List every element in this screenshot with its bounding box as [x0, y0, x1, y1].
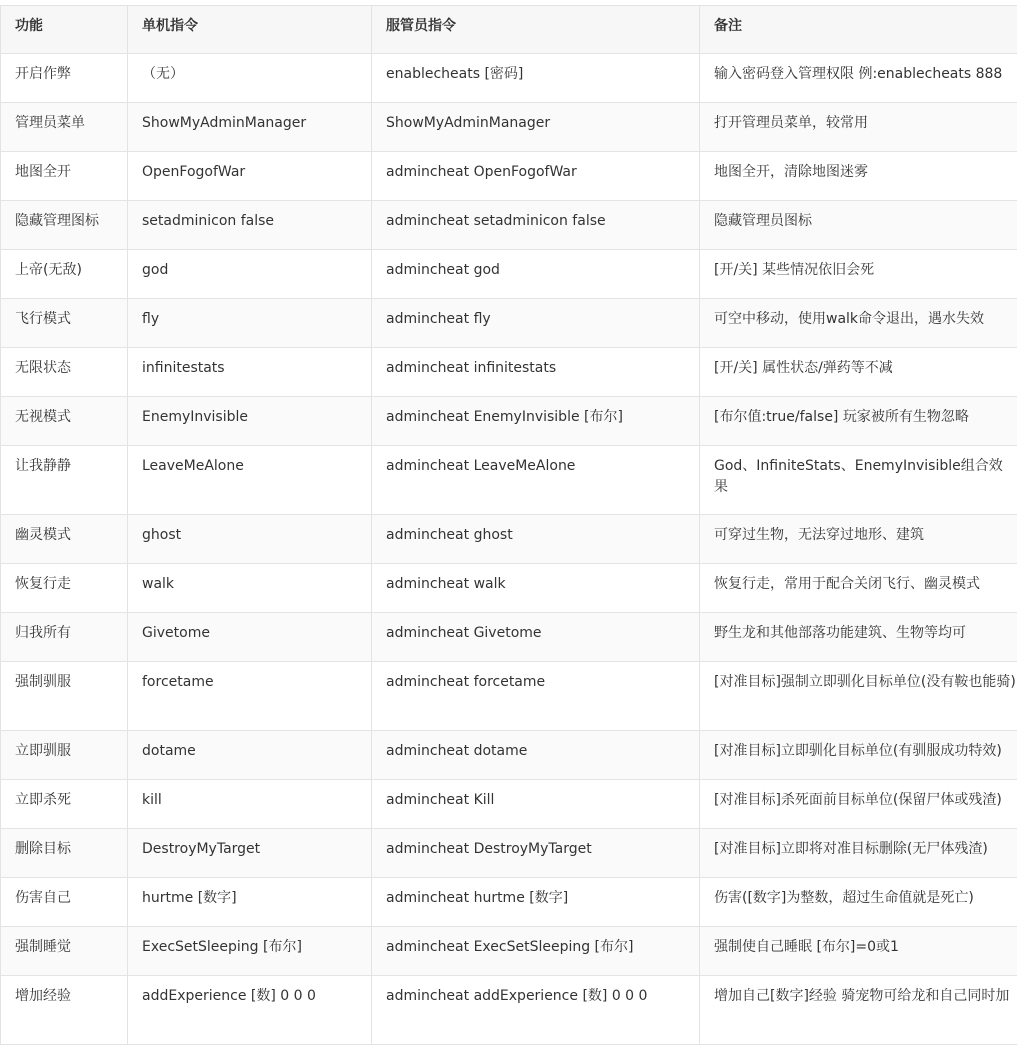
- cell-notes: 打开管理员菜单，较常用: [700, 103, 1017, 152]
- cell-function: 伤害自己: [1, 878, 128, 927]
- cell-notes: 恢复行走，常用于配合关闭飞行、幽灵模式: [700, 564, 1017, 613]
- cell-single-command: ExecSetSleeping [布尔]: [128, 927, 372, 976]
- cell-admin-command: admincheat god: [372, 250, 700, 299]
- cell-function: 飞行模式: [1, 299, 128, 348]
- table-row: [1, 54, 1017, 103]
- cell-single-command: god: [128, 250, 372, 299]
- cell-notes: 伤害([数字]为整数，超过生命值就是死亡): [700, 878, 1017, 927]
- table-row: [1, 152, 1017, 201]
- cell-notes: 可穿过生物，无法穿过地形、建筑: [700, 515, 1017, 564]
- cell-function: 增加经验: [1, 976, 128, 1045]
- cell-admin-command: admincheat walk: [372, 564, 700, 613]
- cell-admin-command: admincheat Kill: [372, 780, 700, 829]
- cell-admin-command: admincheat hurtme [数字]: [372, 878, 700, 927]
- table-row: [1, 564, 1017, 613]
- table-row: [1, 515, 1017, 564]
- cell-single-command: （无）: [128, 54, 372, 103]
- cell-notes: [开/关] 某些情况依旧会死: [700, 250, 1017, 299]
- cell-notes: [布尔值:true/false] 玩家被所有生物忽略: [700, 397, 1017, 446]
- cell-admin-command: admincheat DestroyMyTarget: [372, 829, 700, 878]
- table-row: [1, 878, 1017, 927]
- cell-single-command: OpenFogofWar: [128, 152, 372, 201]
- cell-function: 管理员菜单: [1, 103, 128, 152]
- cell-single-command: dotame: [128, 731, 372, 780]
- cell-single-command: ShowMyAdminManager: [128, 103, 372, 152]
- cell-notes: 隐藏管理员图标: [700, 201, 1017, 250]
- cell-function: 上帝(无敌): [1, 250, 128, 299]
- cell-notes: 强制使自己睡眠 [布尔]=0或1: [700, 927, 1017, 976]
- cell-function: 立即驯服: [1, 731, 128, 780]
- cell-function: 恢复行走: [1, 564, 128, 613]
- cell-single-command: setadminicon false: [128, 201, 372, 250]
- table-row: [1, 613, 1017, 662]
- cell-single-command: infinitestats: [128, 348, 372, 397]
- cell-single-command: kill: [128, 780, 372, 829]
- table-row: [1, 780, 1017, 829]
- cell-admin-command: admincheat forcetame: [372, 662, 700, 731]
- cell-notes: [开/关] 属性状态/弹药等不减: [700, 348, 1017, 397]
- cell-single-command: Givetome: [128, 613, 372, 662]
- cell-admin-command: admincheat fly: [372, 299, 700, 348]
- header-single-player-command: 单机指令: [128, 6, 372, 54]
- cell-admin-command: ShowMyAdminManager: [372, 103, 700, 152]
- cell-admin-command: admincheat LeaveMeAlone: [372, 446, 700, 515]
- cell-function: 隐藏管理图标: [1, 201, 128, 250]
- cell-single-command: EnemyInvisible: [128, 397, 372, 446]
- cell-admin-command: admincheat ExecSetSleeping [布尔]: [372, 927, 700, 976]
- table-row: [1, 731, 1017, 780]
- cell-function: 开启作弊: [1, 54, 128, 103]
- table-row: [1, 397, 1017, 446]
- table-row: [1, 250, 1017, 299]
- cell-function: 强制睡觉: [1, 927, 128, 976]
- commands-table: [0, 5, 1017, 1045]
- cell-function: 立即杀死: [1, 780, 128, 829]
- header-notes: 备注: [700, 6, 1017, 54]
- header-server-admin-command: 服管员指令: [372, 6, 700, 54]
- cell-admin-command: admincheat setadminicon false: [372, 201, 700, 250]
- cell-notes: [对准目标]杀死面前目标单位(保留尸体或残渣): [700, 780, 1017, 829]
- cell-function: 无限状态: [1, 348, 128, 397]
- table-row: [1, 829, 1017, 878]
- cell-single-command: walk: [128, 564, 372, 613]
- table-row: [1, 976, 1017, 1045]
- cell-admin-command: admincheat ghost: [372, 515, 700, 564]
- cell-single-command: hurtme [数字]: [128, 878, 372, 927]
- cell-function: 让我静静: [1, 446, 128, 515]
- cell-notes: 地图全开，清除地图迷雾: [700, 152, 1017, 201]
- cell-single-command: addExperience [数] 0 0 0: [128, 976, 372, 1045]
- cell-single-command: forcetame: [128, 662, 372, 731]
- cell-notes: 野生龙和其他部落功能建筑、生物等均可: [700, 613, 1017, 662]
- cell-single-command: DestroyMyTarget: [128, 829, 372, 878]
- table-header-row: [1, 6, 1017, 54]
- cell-single-command: fly: [128, 299, 372, 348]
- cell-function: 幽灵模式: [1, 515, 128, 564]
- commands-table-container: [0, 5, 1017, 1045]
- header-function: 功能: [1, 6, 128, 54]
- table-row: [1, 201, 1017, 250]
- cell-admin-command: admincheat addExperience [数] 0 0 0: [372, 976, 700, 1045]
- cell-admin-command: admincheat EnemyInvisible [布尔]: [372, 397, 700, 446]
- table-row: [1, 927, 1017, 976]
- cell-notes: 增加自己[数字]经验 骑宠物可给龙和自己同时加: [700, 976, 1017, 1045]
- cell-notes: 输入密码登入管理权限 例:enablecheats 888: [700, 54, 1017, 103]
- cell-function: 地图全开: [1, 152, 128, 201]
- cell-notes: 可空中移动，使用walk命令退出，遇水失效: [700, 299, 1017, 348]
- cell-notes: [对准目标]强制立即驯化目标单位(没有鞍也能骑): [700, 662, 1017, 731]
- cell-admin-command: enablecheats [密码]: [372, 54, 700, 103]
- cell-notes: [对准目标]立即驯化目标单位(有驯服成功特效): [700, 731, 1017, 780]
- table-row: [1, 662, 1017, 731]
- cell-function: 归我所有: [1, 613, 128, 662]
- cell-function: 强制驯服: [1, 662, 128, 731]
- cell-admin-command: admincheat Givetome: [372, 613, 700, 662]
- cell-function: 删除目标: [1, 829, 128, 878]
- cell-single-command: ghost: [128, 515, 372, 564]
- cell-notes: God、InfiniteStats、EnemyInvisible组合效果: [700, 446, 1017, 515]
- table-row: [1, 348, 1017, 397]
- cell-function: 无视模式: [1, 397, 128, 446]
- cell-admin-command: admincheat OpenFogofWar: [372, 152, 700, 201]
- cell-single-command: LeaveMeAlone: [128, 446, 372, 515]
- table-row: [1, 299, 1017, 348]
- cell-admin-command: admincheat dotame: [372, 731, 700, 780]
- table-row: [1, 446, 1017, 515]
- table-row: [1, 103, 1017, 152]
- cell-notes: [对准目标]立即将对准目标删除(无尸体残渣): [700, 829, 1017, 878]
- cell-admin-command: admincheat infinitestats: [372, 348, 700, 397]
